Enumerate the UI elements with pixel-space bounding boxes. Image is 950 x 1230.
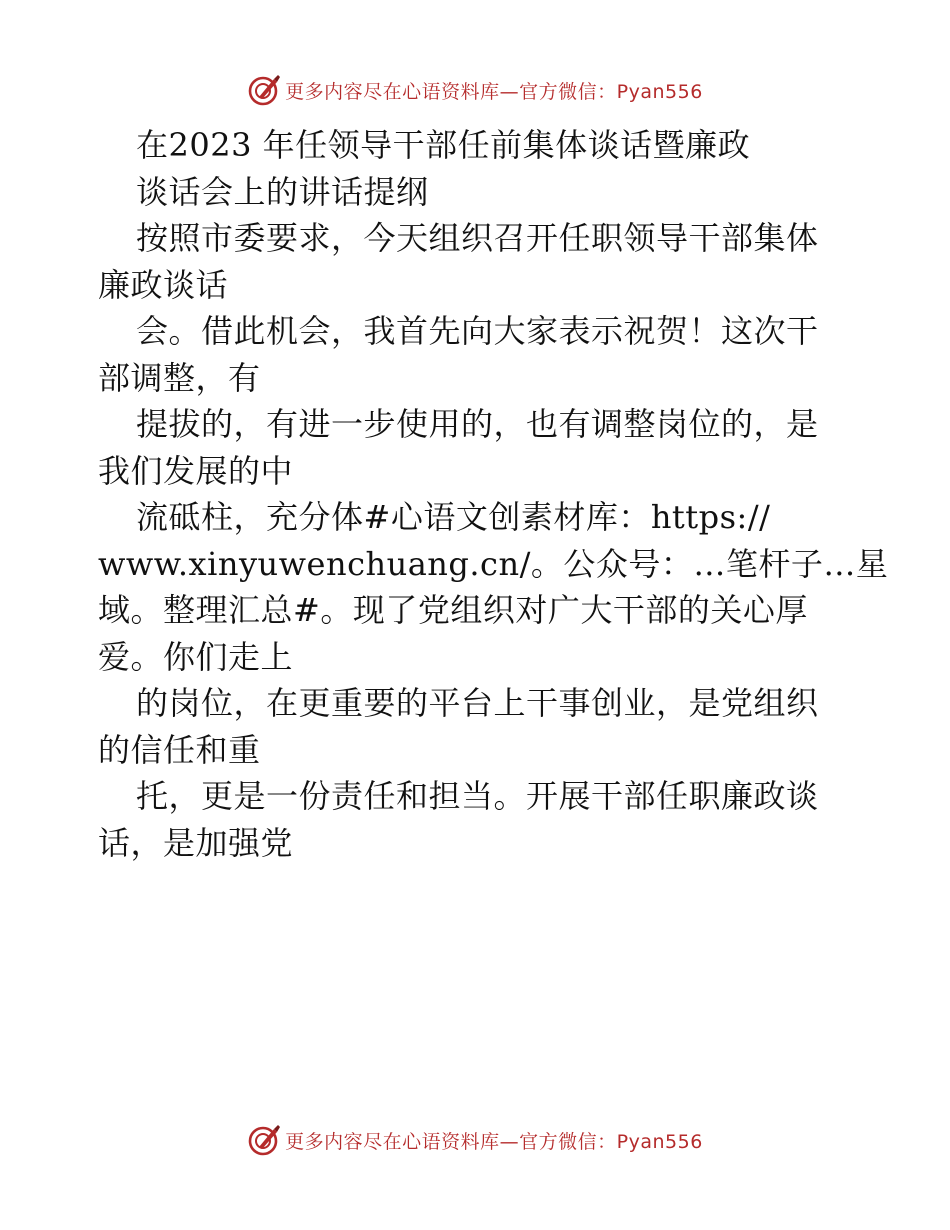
text-line: 托，更是一份责任和担当。开展干部任职廉政谈: [136, 777, 819, 815]
header-watermark: [0, 70, 950, 110]
brush-logo-icon: [247, 1123, 281, 1157]
document-body: [98, 122, 889, 866]
text-line: 廉政谈话: [98, 265, 229, 304]
text-line: www.xinyuwenchuang.cn/。公众号：…笔杆子…星: [98, 544, 889, 583]
watermark-text: 更多内容尽在心语资料库—官方微信：Pyan556: [285, 1130, 703, 1153]
text-line: 部调整，有: [98, 358, 261, 397]
text-line: 的岗位，在更重要的平台上干事创业，是党组织: [136, 684, 819, 722]
text-line: 的信任和重: [98, 730, 261, 769]
footer-watermark: [0, 1120, 950, 1160]
text-line: 域。整理汇总#。现了党组织对广大干部的关心厚: [98, 591, 808, 629]
text-line: 流砥柱，充分体#心语文创素材库：https://: [136, 498, 771, 536]
text-line: 爱。你们走上: [98, 637, 294, 676]
text-line: 我们发展的中: [98, 451, 294, 490]
text-line: 会。借此机会，我首先向大家表示祝贺！这次干: [136, 312, 819, 350]
text-line: 按照市委要求，今天组织召开任职领导干部集体: [136, 219, 819, 257]
brush-logo-icon: [247, 73, 281, 107]
text-line: 在2023 年任领导干部任前集体谈话暨廉政: [136, 126, 751, 164]
watermark-text: 更多内容尽在心语资料库—官方微信：Pyan556: [285, 80, 703, 103]
text-line: 谈话会上的讲话提纲: [136, 172, 429, 211]
text-line: 提拔的，有进一步使用的，也有调整岗位的，是: [136, 405, 819, 443]
text-line: 话，是加强党: [98, 823, 294, 862]
